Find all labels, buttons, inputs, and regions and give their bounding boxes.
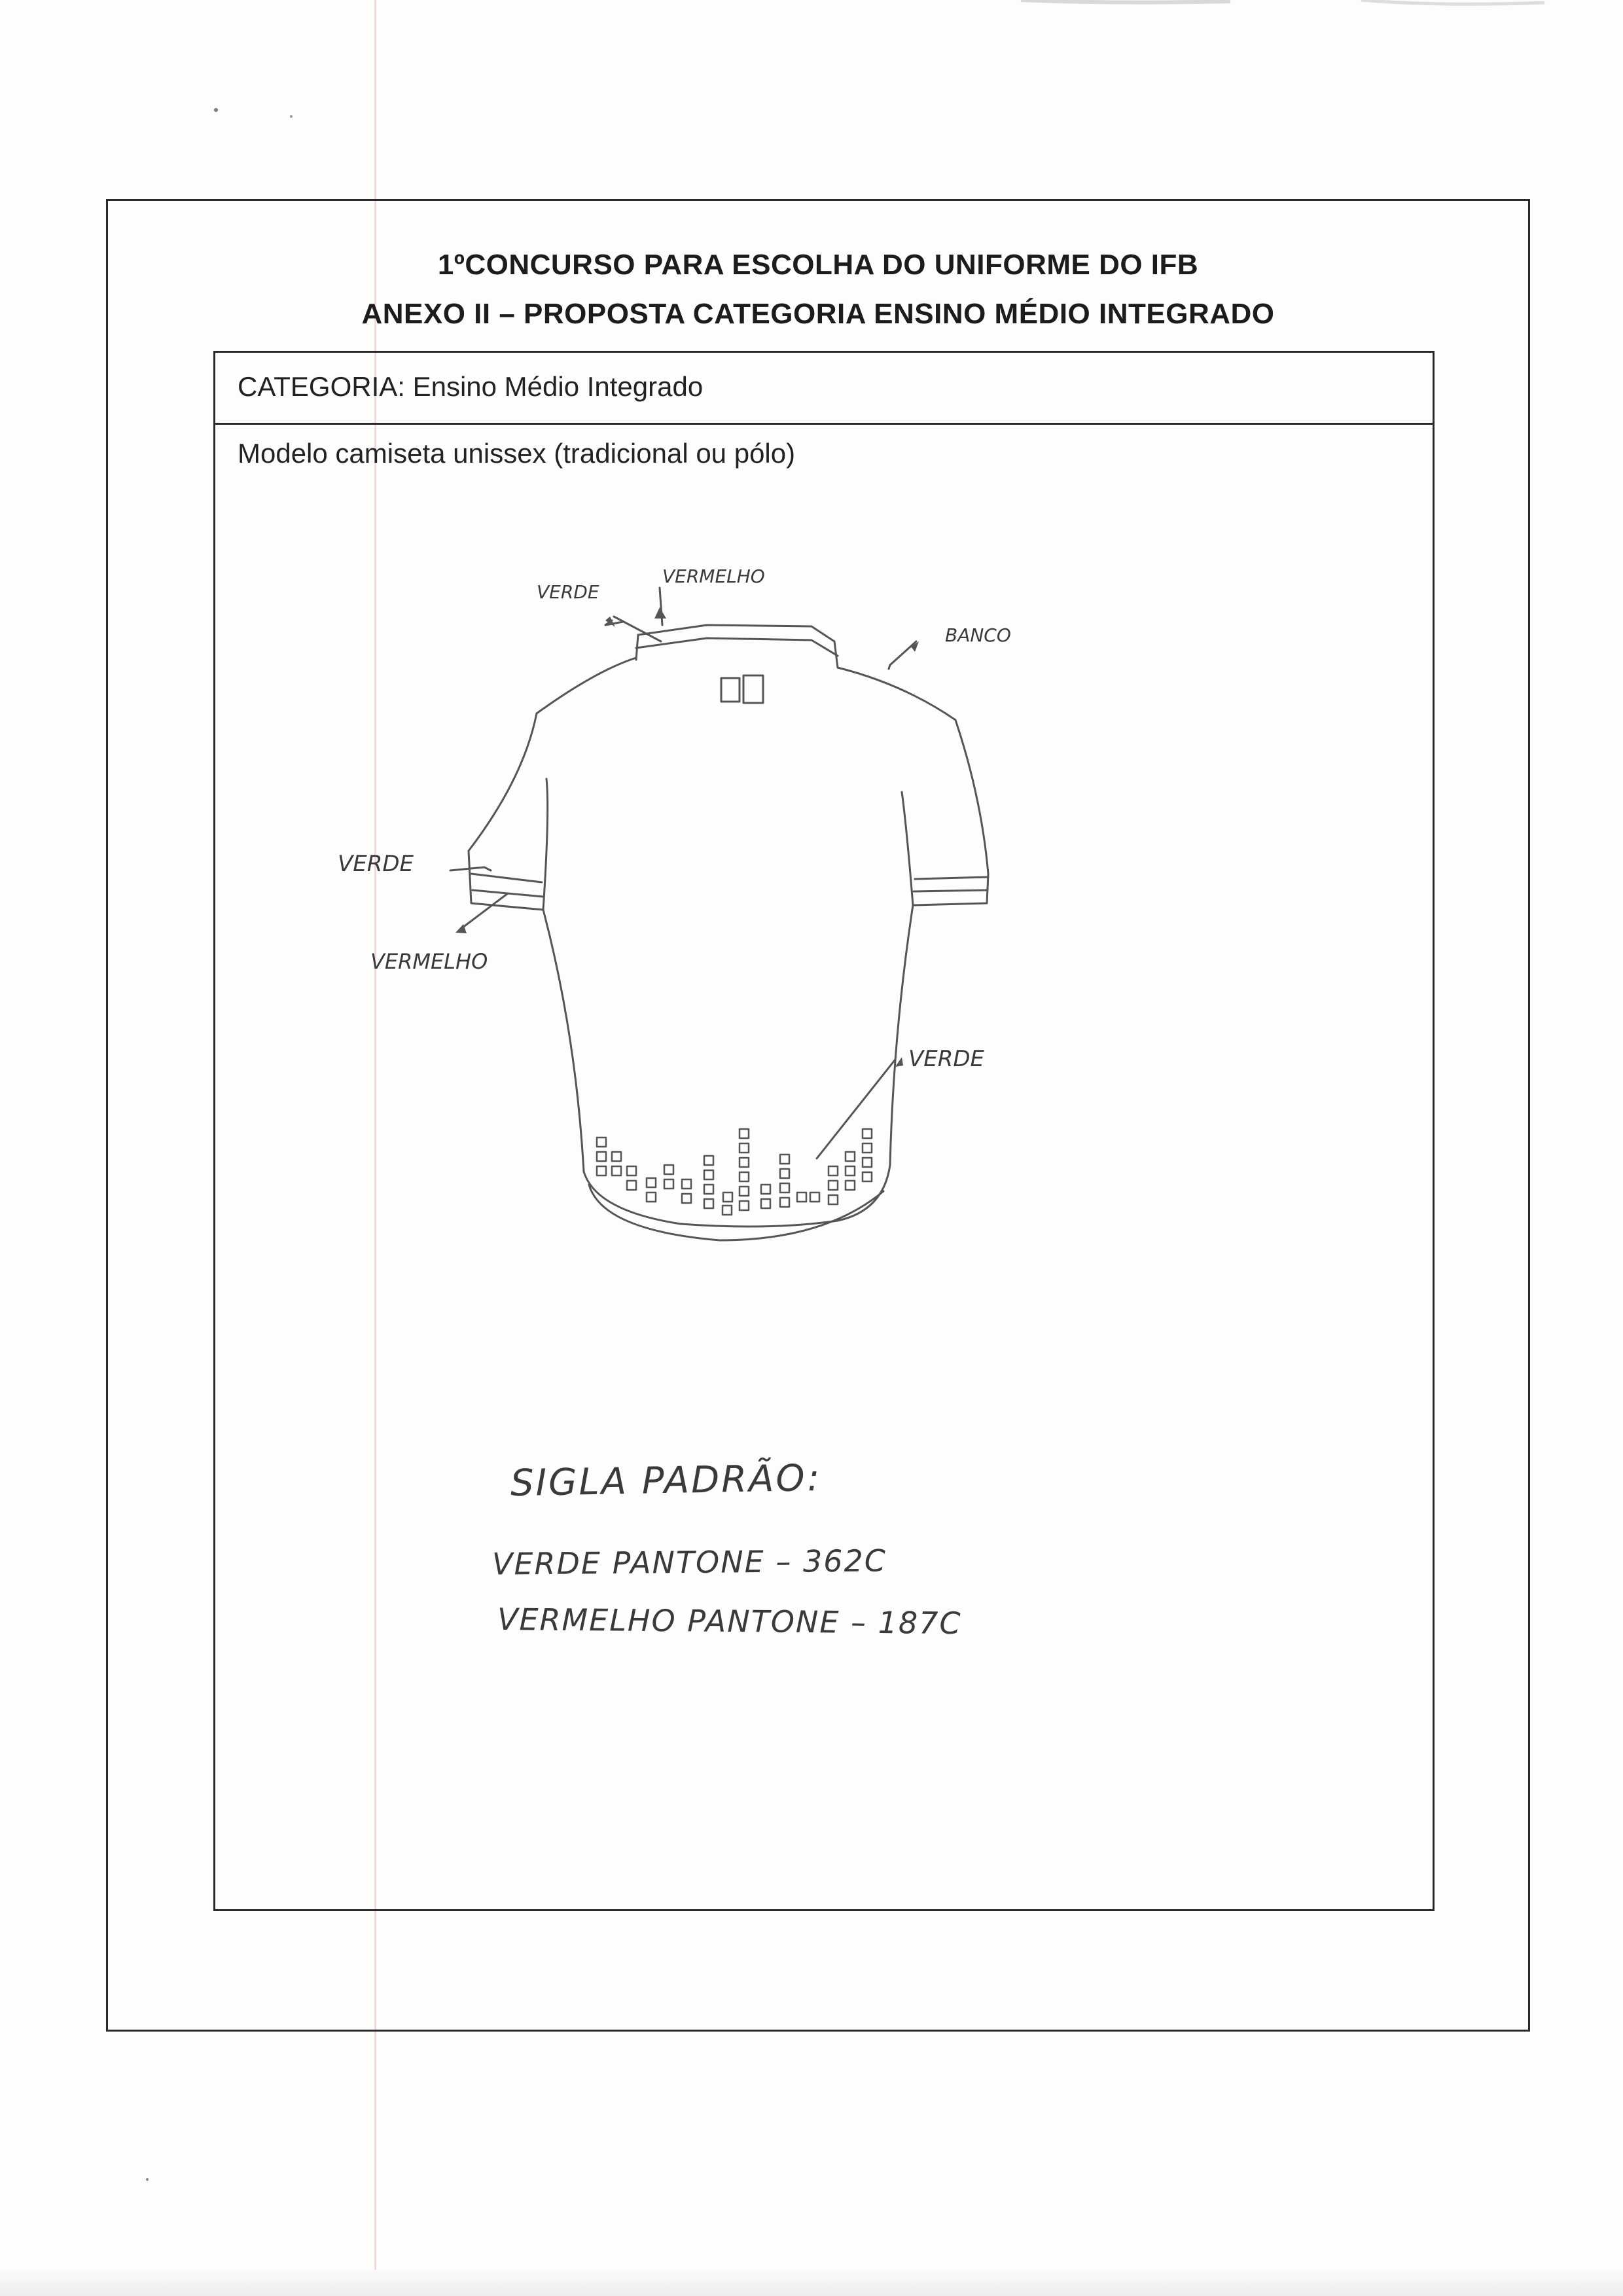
scan-bottom-edge — [0, 2270, 1623, 2296]
notes-green-pantone: VERDE PANTONE – 362C — [491, 1543, 887, 1582]
collar-bottom-line — [636, 638, 838, 656]
label-sleeve-green: VERDE — [338, 851, 414, 877]
right-shoulder — [838, 668, 955, 720]
label-collar-top: VERMELHO — [662, 565, 765, 587]
collar-top-arrow — [660, 588, 662, 625]
hem-arrow — [817, 1060, 895, 1158]
notes-red-pantone: VERMELHO PANTONE – 187C — [497, 1601, 962, 1641]
right-sleeve-outer — [955, 720, 988, 874]
sleeve-green-arrow — [450, 867, 491, 870]
category-text: CATEGORIA: Ensino Médio Integrado — [238, 371, 704, 402]
model-text: Modelo camiseta unissex (tradicional ou pólo) — [238, 438, 796, 469]
label-collar-left: VERDE — [537, 581, 599, 603]
notes-heading: SIGLA PADRÃO: — [510, 1456, 822, 1505]
left-shoulder — [537, 658, 636, 713]
document-title: 1ºCONCURSO PARA ESCOLHA DO UNIFORME DO IFB — [437, 249, 1199, 281]
shoulder-arrow — [889, 641, 916, 669]
shirt-sketch — [314, 537, 1034, 1270]
label-shoulder-right: BANCO — [945, 624, 1011, 646]
sleeve-red-arrow — [460, 893, 508, 929]
label-sleeve-red: VERMELHO — [370, 949, 488, 974]
category-row — [215, 353, 1433, 425]
document-subtitle: ANEXO II – PROPOSTA CATEGORIA ENSINO MÉDIO INTEGRADO — [361, 298, 1275, 330]
right-sleeve-inner — [902, 792, 913, 905]
label-hem-green: VERDE — [908, 1046, 985, 1072]
hem-line — [584, 1165, 890, 1227]
body-left-side — [543, 910, 584, 1172]
body-right-side — [890, 905, 913, 1165]
left-sleeve-inner — [543, 779, 548, 910]
left-sleeve-outer — [469, 713, 537, 851]
